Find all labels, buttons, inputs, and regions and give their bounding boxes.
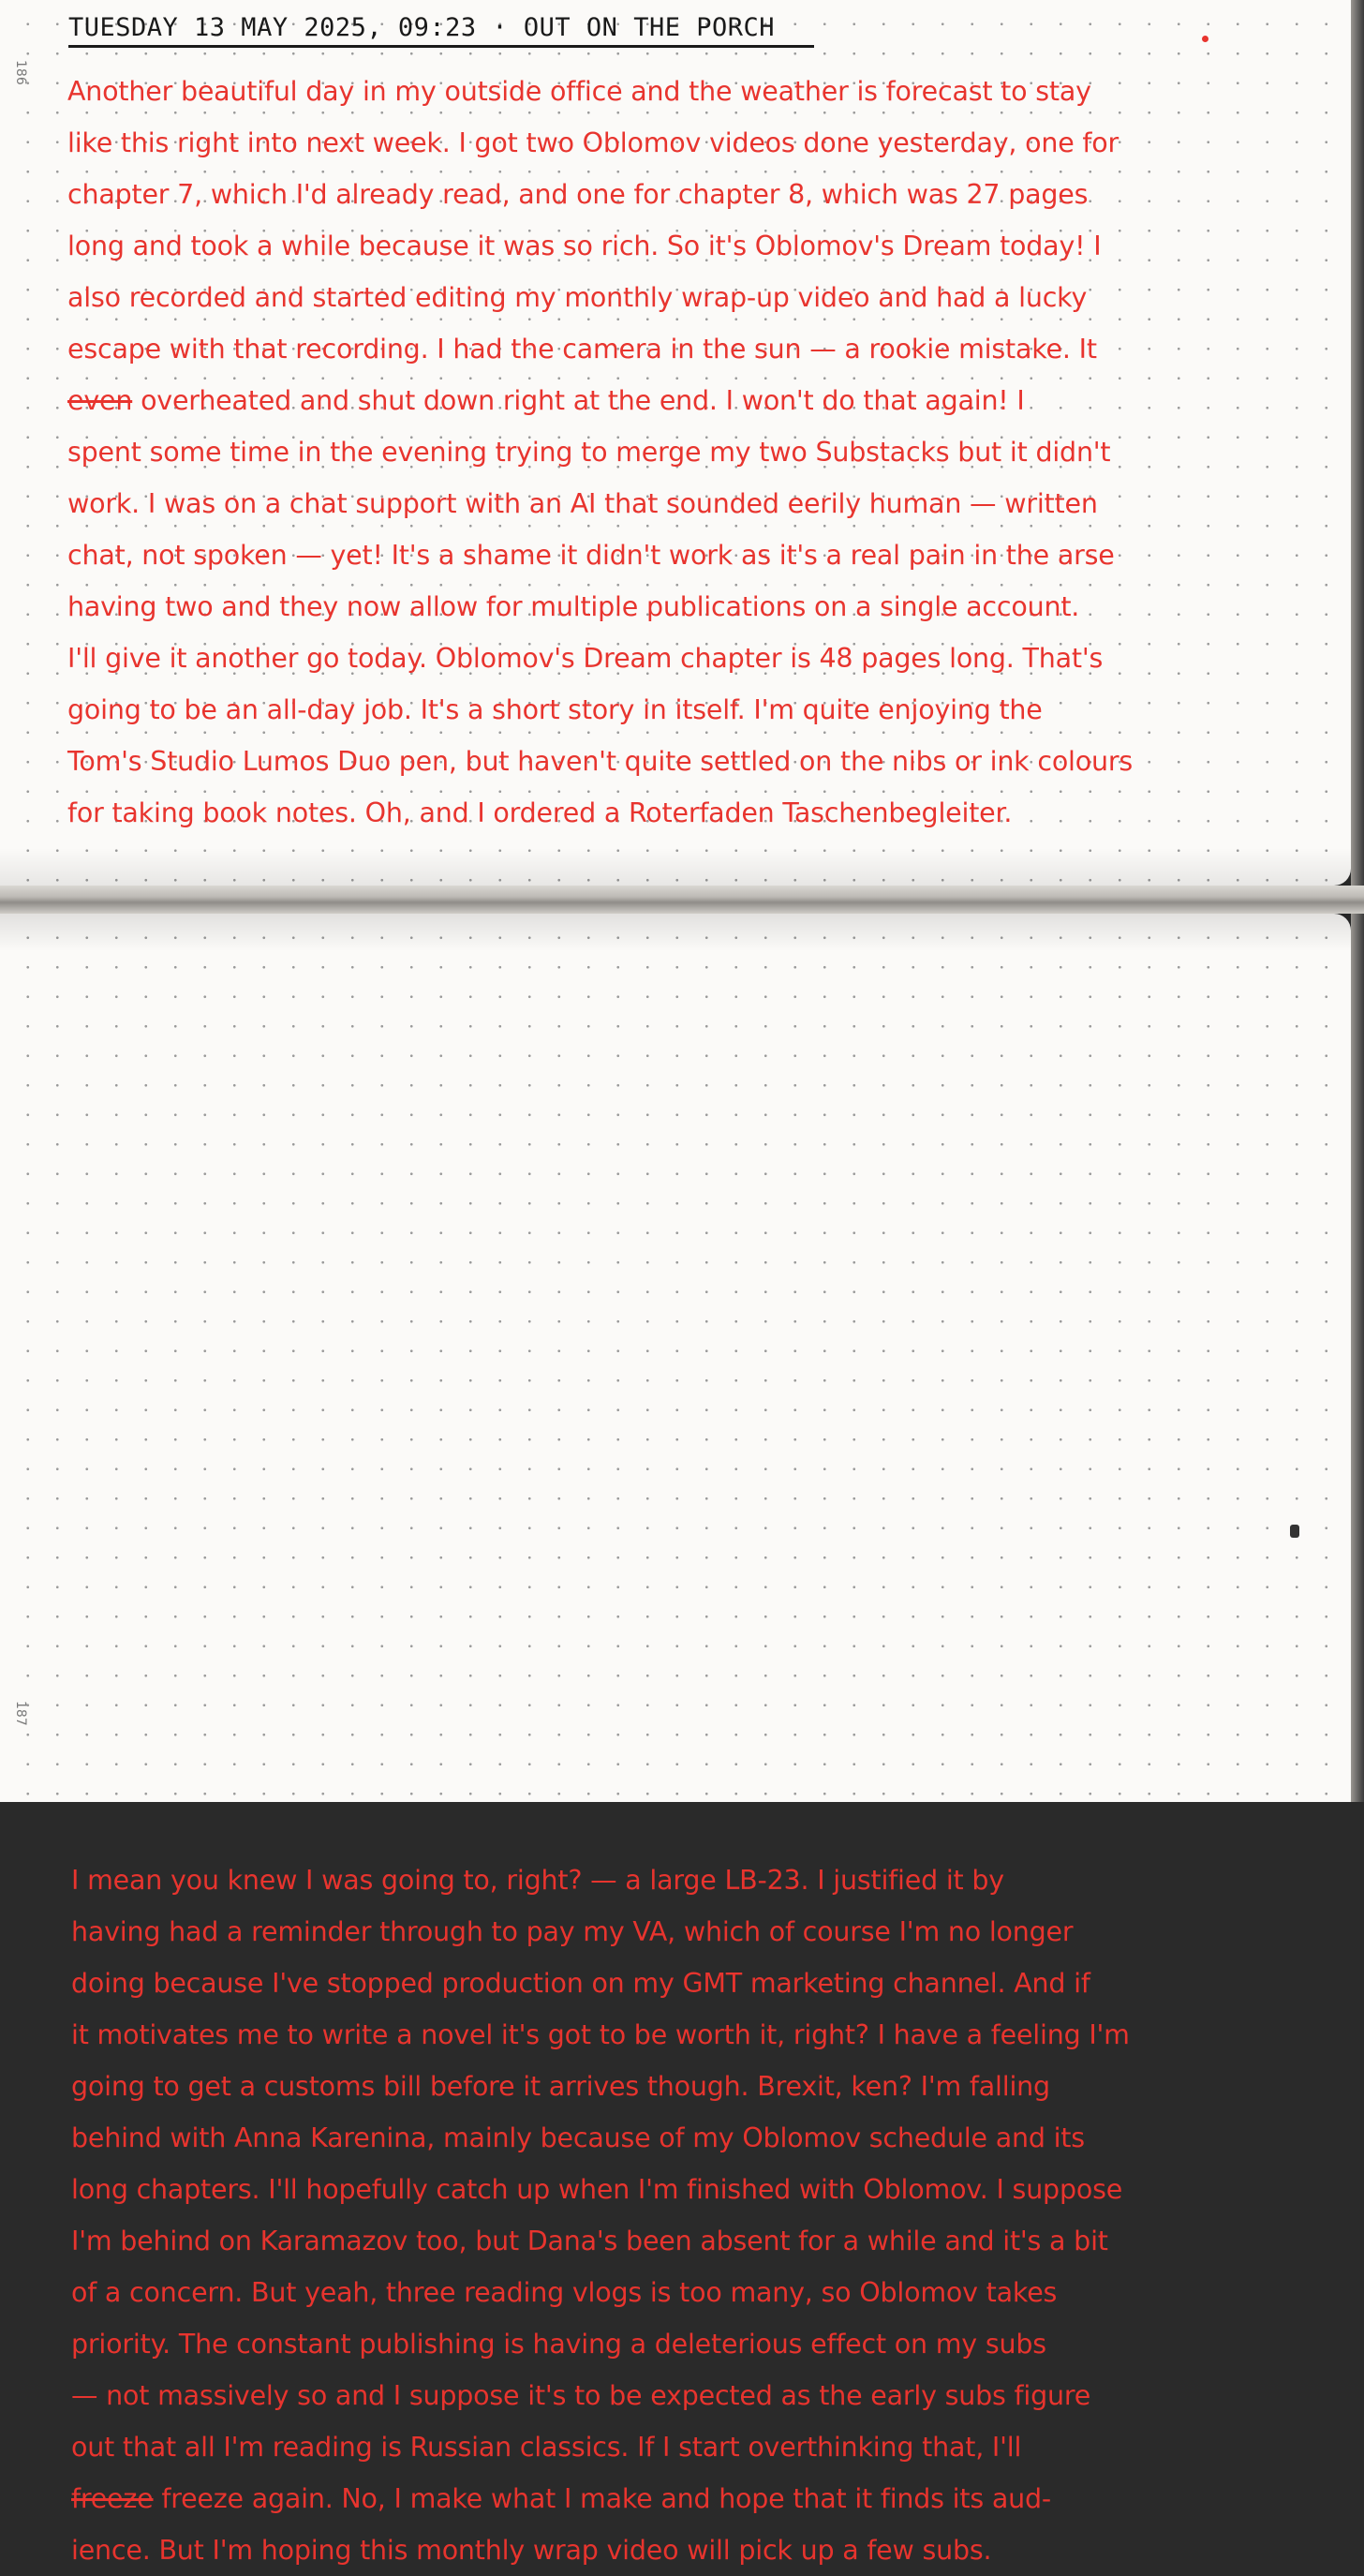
notebook-gutter bbox=[0, 886, 1364, 914]
text-line: Another beautiful day in my outside office and the weather is forecast to stay bbox=[67, 76, 1091, 107]
ink-dot bbox=[1202, 36, 1208, 42]
text-line: going to be an all-day job. It's a short story in itself. I'm quite enjoying the bbox=[67, 694, 1043, 725]
text-line: chat, not spoken — yet! It's a shame it didn't work as it's a real pain in the arse bbox=[67, 540, 1115, 571]
text-line: I mean you knew I was going to, right? — a large LB-23. I justified it by bbox=[71, 1865, 1004, 1896]
handwritten-text-top bbox=[67, 66, 1133, 839]
text-line: long and took a while because it was so rich. So it's Oblomov's Dream today! I bbox=[67, 231, 1102, 261]
text-line: going to get a customs bill before it arrives though. Brexit, ken? I'm falling bbox=[71, 2071, 1050, 2102]
text-line: having two and they now allow for multiple publications on a single account. bbox=[67, 591, 1080, 622]
page-number: 186 bbox=[13, 60, 28, 85]
text-line: behind with Anna Karenina, mainly because of my Oblomov schedule and its bbox=[71, 2122, 1085, 2153]
struck-word: freeze bbox=[71, 2483, 154, 2514]
text-line: ience. But I'm hoping this monthly wrap video will pick up a few subs. bbox=[71, 2535, 992, 2566]
text-line: long chapters. I'll hopefully catch up when I'm finished with Oblomov. I suppose bbox=[71, 2174, 1123, 2205]
text-line-with-strike bbox=[71, 2473, 1130, 2524]
text-line: Tom's Studio Lumos Duo pen, but haven't quite settled on the nibs or ink colours bbox=[67, 746, 1134, 777]
text-line: overheated and shut down right at the end. I won't do that again! I bbox=[141, 385, 1025, 416]
text-line-with-strike bbox=[67, 375, 1133, 426]
text-line: I'll give it another go today. Oblomov's Dream chapter is 48 pages long. That's bbox=[67, 643, 1104, 674]
text-line: chapter 7, which I'd already read, and one for chapter 8, which was 27 pages bbox=[67, 179, 1089, 210]
text-line: escape with that recording. I had the camera in the sun — a rookie mistake. It bbox=[67, 334, 1097, 365]
text-line: freeze again. No, I make what I make and hope that it finds its aud- bbox=[161, 2483, 1051, 2514]
page-number: 187 bbox=[13, 1701, 28, 1726]
journal-page-right bbox=[0, 914, 1351, 2566]
text-line: of a concern. But yeah, three reading vlogs is too many, so Oblomov takes bbox=[71, 2277, 1058, 2308]
text-line: — not massively so and I suppose it's to be expected as the early subs figure bbox=[71, 2380, 1091, 2411]
text-line: like this right into next week. I got two Oblomov videos done yesterday, one for bbox=[67, 127, 1119, 158]
text-line: having had a reminder through to pay my VA, which of course I'm no longer bbox=[71, 1916, 1074, 1947]
ink-smudge bbox=[1290, 1525, 1299, 1538]
handwritten-text-bottom bbox=[71, 1854, 1130, 2576]
text-line: doing because I've stopped production on my GMT marketing channel. And if bbox=[71, 1968, 1090, 1999]
spine-shadow bbox=[0, 914, 1351, 951]
text-line: also recorded and started editing my monthly wrap-up video and had a lucky bbox=[67, 282, 1088, 313]
text-line: work. I was on a chat support with an AI that sounded eerily human — written bbox=[67, 488, 1098, 519]
text-line: it motivates me to write a novel it's got to be worth it, right? I have a feeling I'm bbox=[71, 2019, 1130, 2050]
text-line: for taking book notes. Oh, and I ordered a Roterfaden Taschenbegleiter. bbox=[67, 797, 1013, 828]
text-line: I'm behind on Karamazov too, but Dana's been absent for a while and it's a bit bbox=[71, 2226, 1108, 2256]
text-line: out that all I'm reading is Russian classics. If I start overthinking that, I'll bbox=[71, 2432, 1022, 2463]
text-line: spent some time in the evening trying to merge my two Substacks but it didn't bbox=[67, 437, 1111, 468]
text-line: priority. The constant publishing is having a deleterious effect on my subs bbox=[71, 2329, 1046, 2360]
journal-page-left bbox=[0, 0, 1351, 886]
entry-heading: TUESDAY 13 MAY 2025, 09:23 · OUT ON THE PORCH bbox=[68, 13, 814, 48]
spine-shadow bbox=[0, 848, 1351, 886]
struck-word: even bbox=[67, 385, 133, 416]
